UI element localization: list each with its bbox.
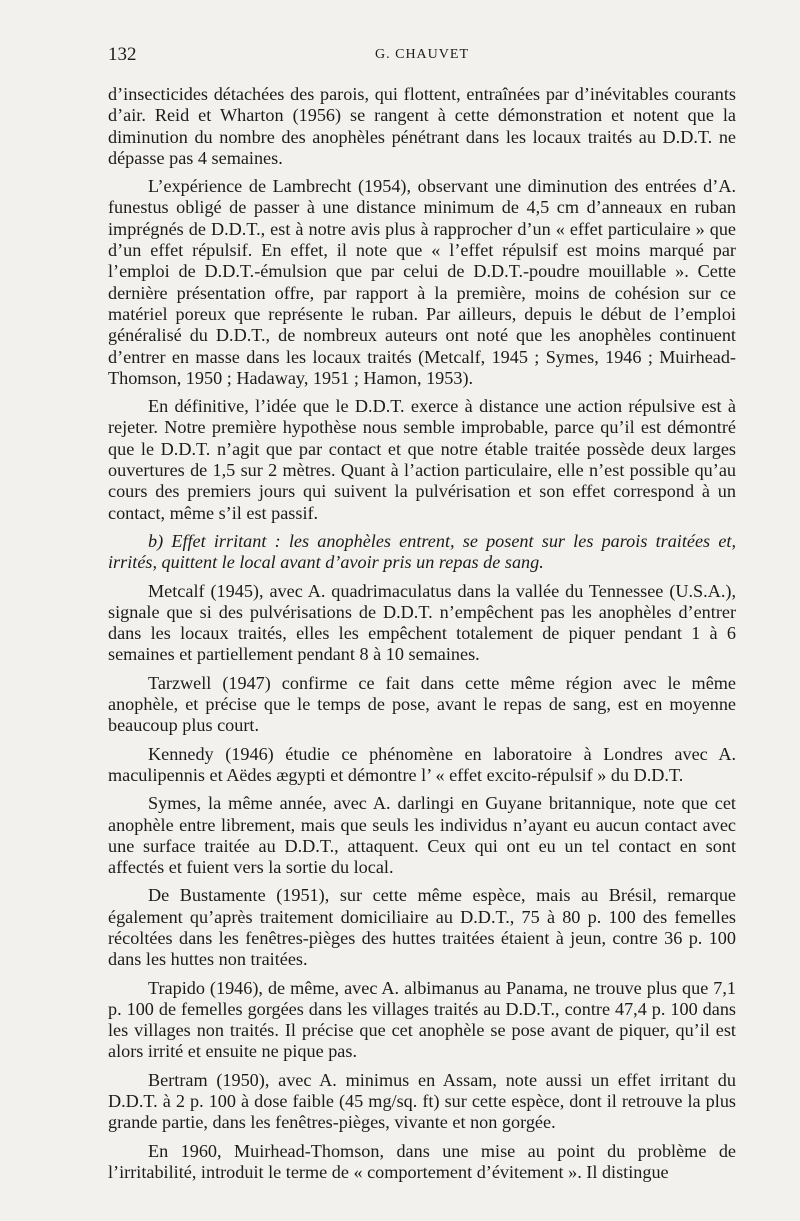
paragraph-tarzwell: Tarzwell (1947) confirme ce fait dans cette même région avec le même anophèle, et précise que le temps de pose, avant le repas de sang, est en moyenne beaucoup plus court. [108, 672, 736, 736]
paragraph-3: En définitive, l’idée que le D.D.T. exerce à distance une action répulsive est à rejeter. Notre première hypothèse nous semble improbable, parce qu’il est démontré que le D.D.T. n’agit que par contact et que notre étable traitée possède deux larges ouvertures de 1,5 sur 2 mètres. Quant à l’action particulaire, elle n’est possible qu’au cours des premiers jours qui suivent la pulvérisation et son effet correspond à un contact, même s’il est passif. [108, 396, 736, 523]
paragraph-symes: Symes, la même année, avec A. darlingi en Guyane britannique, note que cet anophèle entre librement, mais que seuls les individus n’ayant eu aucun contact avec une surface traitée au D.D.T., attaquent. Ceux qui ont eu un tel contact en sont affectés et fuient vers la sortie du local. [108, 793, 736, 878]
paragraph-muirhead: En 1960, Muirhead-Thomson, dans une mise au point du problème de l’irritabilité, introduit le terme de « comportement d’évitement ». Il distingue [108, 1140, 736, 1182]
paragraph-trapido: Trapido (1946), de même, avec A. albimanus au Panama, ne trouve plus que 7,1 p. 100 de femelles gorgées dans les villages traités au D.D.T., contre 47,4 p. 100 dans les villages non traités. Il précise que cet anophèle se pose avant de piquer, qu’il est alors irrité et ensuite ne pique pas. [108, 977, 736, 1062]
page-number: 132 [108, 44, 137, 65]
section-heading-b: b) Effet irritant : les anophèles entrent, se posent sur les parois traitées et, irrités, quittent le local avant d’avoir pris un repas de sang. [108, 530, 736, 573]
paragraph-bustamente: De Bustamente (1951), sur cette même espèce, mais au Brésil, remarque également qu’après traitement domiciliaire au D.D.T., 75 à 80 p. 100 des femelles récoltées dans les fenêtres-pièges des huttes traitées étaient à jeun, contre 36 p. 100 dans les huttes non traitées. [108, 885, 736, 970]
paragraph-metcalf: Metcalf (1945), avec A. quadrimaculatus dans la vallée du Tennessee (U.S.A.), signale que si des pulvérisations de D.D.T. n’empêchent pas les anophèles d’entrer dans les locaux traités, elles les empêchent totalement de piquer pendant 1 à 6 semaines et partiellement pendant 8 à 10 semaines. [108, 580, 736, 665]
paragraph-2: L’expérience de Lambrecht (1954), observant une diminution des entrées d’A. funestus obligé de passer à une distance minimum de 4,5 cm d’anneaux en ruban imprégnés de D.D.T., est à notre avis plus à rapprocher d’un « effet particulaire » que d’un effet répulsif. En effet, il note que « l’effet répulsif est moins marqué par l’emploi de D.D.T.-émulsion que par celui de D.D.T.-poudre mouillable ». Cette dernière présentation offre, par rapport à la première, moins de cohésion sur ce matériel poreux que représente le ruban. Par ailleurs, depuis le début de l’emploi généralisé du D.D.T., de nombreux auteurs ont noté que les anophèles continuent d’entrer en masse dans les locaux traités (Metcalf, 1945 ; Symes, 1946 ; Muirhead-Thomson, 1950 ; Hadaway, 1951 ; Hamon, 1953). [108, 176, 736, 388]
paragraph-1: d’insecticides détachées des parois, qui flottent, entraînées par d’inévitables courants d’air. Reid et Wharton (1956) se rangent à cette démonstration et notent que la diminution du nombre des anophèles pénétrant dans les locaux traités au D.D.T. ne dépasse pas 4 semaines. [108, 84, 736, 168]
paragraph-bertram: Bertram (1950), avec A. minimus en Assam, note aussi un effet irritant du D.D.T. à 2 p. 100 à dose faible (45 mg/sq. ft) sur cette espèce, dont il retrouve la plus grande partie, dans les fenêtres-pièges, vivante et non gorgée. [108, 1069, 736, 1133]
running-head: G. CHAUVET [375, 47, 469, 62]
body-text [108, 84, 736, 1190]
page-header [108, 44, 736, 68]
paragraph-kennedy: Kennedy (1946) étudie ce phénomène en laboratoire à Londres avec A. maculipennis et Aëdes ægypti et démontre l’ « effet excito-répulsif » du D.D.T. [108, 743, 736, 785]
